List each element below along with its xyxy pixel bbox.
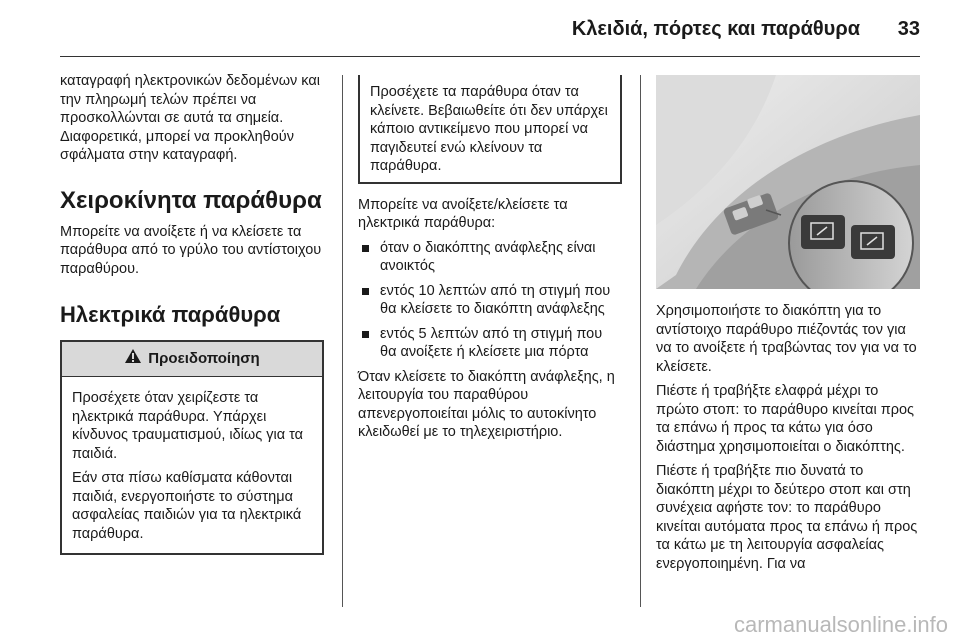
page-header xyxy=(0,0,960,56)
bullet-square-icon xyxy=(362,331,369,338)
window-switch-figure xyxy=(656,75,920,289)
warning-paragraph-1: Προσέχετε όταν χειρίζεστε τα ηλεκτρικά παράθυρα. Υπάρχει κίνδυνος τραυματισμού, ιδίως για τα παιδιά. xyxy=(72,390,304,462)
bullet-square-icon xyxy=(362,245,369,252)
watermark: carmanualsonline.info xyxy=(733,612,948,637)
col3-paragraph-2: Πιέστε ή τραβήξτε ελαφρά μέχρι το πρώτο στοπ: το παράθυρο κινείται προς τα επάνω ή προς τα κάτω για όσο διάστημα χρησιμοποιείται ο διακόπτης. xyxy=(656,383,915,455)
warning-box-continued xyxy=(358,75,622,184)
list-item: εντός 10 λεπτών από τη στιγμή που θα κλείσετε το διακόπτη ανάφλεξης xyxy=(358,282,622,319)
col3-paragraph-3: Πιέστε ή τραβήξτε πιο δυνατά το διακόπτη μέχρι το δεύτερο στοπ και στη συνέχεια αφήστε τον: το παράθυρο κινείται αυτόματα προς τα επάνω ή προς τα κάτω με τη λειτουργία ασφαλείας ενεργοποιημένη. Για να xyxy=(656,463,918,572)
heading-manual-windows: Χειροκίνητα παράθυρα xyxy=(60,186,322,214)
closing-paragraph: Όταν κλείσετε το διακόπτη ανάφλεξης, η λειτουργία του παραθύρου απενεργοποιείται μόλις το αυτοκίνητο κλειδωθεί με το τηλεχειριστήριο. xyxy=(358,368,615,440)
list-item: όταν ο διακόπτης ανάφλεξης είναι ανοικτός xyxy=(358,239,622,276)
electric-windows-lead: Μπορείτε να ανοίξετε/κλείσετε τα ηλεκτρικά παράθυρα: xyxy=(358,196,568,231)
page-number: 33 xyxy=(897,18,920,40)
heading-electric-windows: Ηλεκτρικά παράθυρα xyxy=(60,302,281,327)
manual-windows-text: Μπορείτε να ανοίξετε ή να κλείσετε τα παράθυρα από το γρύλο του αντίστοιχου παραθύρου. xyxy=(60,223,322,277)
warning-box xyxy=(60,340,324,555)
warning-triangle-icon xyxy=(124,348,142,370)
list-item: εντός 5 λεπτών από τη στιγμή που θα ανοίξετε ή κλείσετε μια πόρτα xyxy=(358,325,622,362)
page-title: Κλειδιά, πόρτες και παράθυρα xyxy=(571,18,860,40)
warning-paragraph-2: Εάν στα πίσω καθίσματα κάθονται παιδιά, ενεργοποιήστε το σύστημα ασφαλείας παιδιών για τα ηλεκτρικά παράθυρα. xyxy=(72,470,302,542)
column-3 xyxy=(656,302,924,579)
header-divider xyxy=(60,56,920,57)
column-1 xyxy=(60,72,324,555)
column-divider-2 xyxy=(640,75,641,607)
intro-paragraph: καταγραφή ηλεκτρονικών δεδομένων και την πληρωμή τελών πρέπει να προσκολλώνται σε αυτά τα σημεία. Διαφορετικά, μπορεί να προκληθούν σφάλματα στην καταγραφή. xyxy=(60,73,320,163)
warning-title: Προειδοποίηση xyxy=(148,349,260,367)
bullet-square-icon xyxy=(362,288,369,295)
column-divider-1 xyxy=(342,75,343,607)
column-2 xyxy=(358,75,622,448)
warning-body xyxy=(62,377,322,553)
warning-header xyxy=(62,340,322,377)
warning-continued-text: Προσέχετε τα παράθυρα όταν τα κλείνετε. Βεβαιωθείτε ότι δεν υπάρχει κάποιο αντικείμενο που μπορεί να παγιδευτεί ενώ κλείνουν τα παράθυρα. xyxy=(370,84,608,174)
conditions-list xyxy=(358,239,622,362)
col3-paragraph-1: Χρησιμοποιήστε το διακόπτη για το αντίστοιχο παράθυρο πιέζοντάς τον για να το ανοίξετε ή τραβώντας τον για να το κλείσετε. xyxy=(656,303,917,375)
